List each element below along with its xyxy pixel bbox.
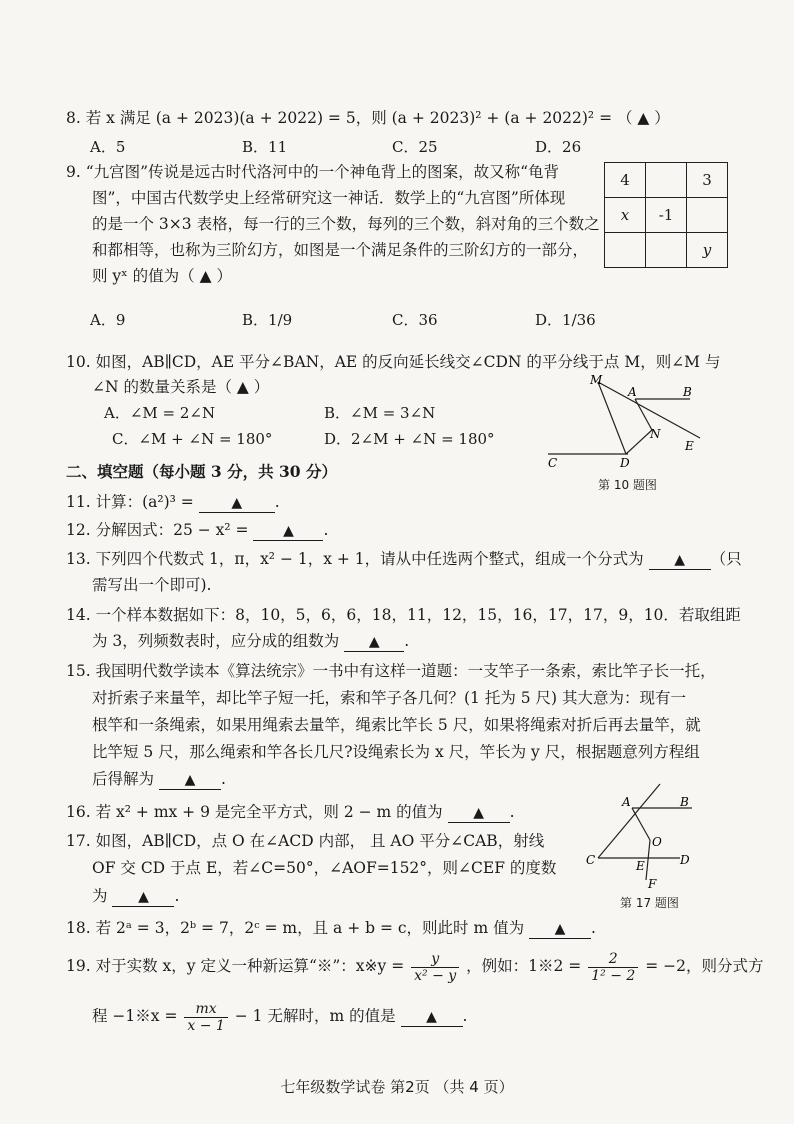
- q10-option-b: B．∠M = 3∠N: [324, 404, 436, 422]
- q11: [66, 492, 280, 513]
- q14-text-2: 为 3，列频数表时，应分成的组数为: [92, 632, 340, 650]
- q13-line-2: 需写出一个即可).: [92, 576, 212, 594]
- q9-option-a: A．9: [90, 311, 126, 329]
- q10-line-md: [598, 382, 626, 454]
- fraction-numerator: y: [411, 951, 459, 968]
- q13-line-1: [66, 549, 742, 570]
- q12-end: .: [323, 521, 329, 539]
- q9-text-1: “九宫图”传说是远古时代洛河中的一个神龟背上的图案，故又称“龟背: [85, 163, 560, 181]
- q8-stem: [66, 108, 670, 128]
- q14-number: 14.: [66, 606, 91, 624]
- q17-label-b: B: [680, 795, 689, 809]
- q10-line-2: ∠N 的数量关系是（ ▲ ）: [92, 378, 270, 396]
- q12-answer-blank[interactable]: ▲: [253, 522, 323, 541]
- q19-fraction-3: [184, 1001, 227, 1034]
- q17-caption: 第 17 题图: [620, 896, 679, 910]
- grid-cell: [687, 198, 728, 233]
- q10-label-b: B: [683, 385, 692, 399]
- q16-end: .: [509, 803, 515, 821]
- q16: [66, 802, 515, 823]
- q10-figure: [540, 372, 710, 472]
- q9-number: 9.: [66, 163, 81, 181]
- q14-end: .: [404, 632, 410, 650]
- q16-answer-blank[interactable]: ▲: [448, 804, 510, 823]
- q14-line-2: [92, 631, 409, 652]
- q10-caption: 第 10 题图: [598, 478, 657, 492]
- q8-options: [90, 137, 610, 157]
- q19-text-3: = −2，则分式方: [645, 957, 764, 975]
- q10-label-d: D: [620, 456, 630, 470]
- q17-text-1: 如图，AB∥CD，点 O 在∠ACD 内部， 且 AO 平分∠CAB，射线: [95, 832, 545, 850]
- q15-answer-blank[interactable]: ▲: [159, 771, 221, 790]
- grid-cell: [646, 163, 687, 198]
- q10-options: [104, 403, 544, 453]
- q19-fraction-1: [411, 951, 459, 984]
- q17-line-1: [66, 831, 544, 851]
- q10-text-1: 如图，AB∥CD，AE 平分∠BAN，AE 的反向延长线交∠CDN 的平分线于点 M，则∠M 与: [95, 353, 721, 371]
- q12: [66, 520, 328, 541]
- q12-number: 12.: [66, 521, 91, 539]
- q10-label-e: E: [685, 439, 694, 453]
- q10-line-1: [66, 352, 720, 372]
- q19-number: 19.: [66, 957, 91, 975]
- q17-number: 17.: [66, 832, 91, 850]
- q14-text: 一个样本数据如下：8，10，5，6，6，18，11，12，15，16，17，17，9，10．若取组距: [95, 606, 741, 624]
- grid-cell: [605, 233, 646, 268]
- q17-line-3: [92, 886, 179, 907]
- q15-text-1: 我国明代数学读本《算法统宗》一书中有这样一道题：一支竿子一条索，索比竿子长一托，: [95, 662, 716, 680]
- fraction-denominator: 1² − 2: [591, 967, 636, 984]
- q19-line-2: [92, 996, 467, 1036]
- q10-option-d: D．2∠M + ∠N = 180°: [324, 430, 495, 448]
- q17-label-a: A: [622, 795, 631, 809]
- q19-text-2: ，例如：1※2 =: [466, 957, 582, 975]
- q11-text: 计算：(a²)³ =: [95, 493, 194, 511]
- q10-label-m: M: [590, 373, 603, 387]
- q9-options: [90, 310, 610, 330]
- grid-cell: [646, 233, 687, 268]
- q19-answer-blank[interactable]: ▲: [401, 1008, 463, 1027]
- q12-text: 分解因式：25 − x² =: [95, 521, 249, 539]
- q9-line-2: 图”，中国古代数学史上经常研究这一神话．数学上的“九宫图”所体现: [92, 189, 566, 207]
- q13-answer-blank[interactable]: ▲: [649, 551, 711, 570]
- q15-number: 15.: [66, 662, 91, 680]
- q10-label-a: A: [628, 385, 637, 399]
- q17-label-c: C: [586, 853, 596, 867]
- q11-number: 11.: [66, 493, 91, 511]
- q17-label-o: O: [652, 835, 662, 849]
- q8-option-d: D．26: [535, 138, 582, 156]
- q15-text-5: 后得解为: [92, 770, 155, 788]
- q17-label-d: D: [680, 853, 690, 867]
- fraction-denominator: x − 1: [187, 1017, 225, 1034]
- q19-text-1: 对于实数 x，y 定义一种新运算“※”：x※y =: [95, 957, 405, 975]
- q17-line-ao: [632, 808, 650, 840]
- q8-number: 8.: [66, 109, 81, 127]
- q16-text: 若 x² + mx + 9 是完全平方式，则 2 − m 的值为: [95, 803, 443, 821]
- grid-cell: y: [687, 233, 728, 268]
- grid-cell: 3: [687, 163, 728, 198]
- q10-line-nd: [626, 430, 652, 454]
- q15-line-1: [66, 661, 716, 681]
- q15-end: .: [220, 770, 226, 788]
- q17-line-of: [646, 840, 650, 880]
- fraction-numerator: mx: [184, 1001, 227, 1018]
- q18-text: 若 2ᵃ = 3，2ᵇ = 7，2ᶜ = m，且 a + b = c，则此时 m 值为: [95, 919, 525, 937]
- q13-end: （只: [710, 550, 742, 568]
- q13-text: 下列四个代数式 1，π，x² − 1，x + 1，请从中任选两个整式，组成一个分式为: [95, 550, 644, 568]
- q9-option-d: D．1/36: [535, 311, 596, 329]
- magic-square-grid: [604, 162, 728, 268]
- q8-option-a: A．5: [90, 138, 126, 156]
- q10-label-n: N: [650, 427, 661, 441]
- q14-answer-blank[interactable]: ▲: [344, 633, 404, 652]
- fraction-denominator: x² − y: [414, 967, 457, 984]
- q9-line-1: [66, 162, 559, 182]
- q17-label-f: F: [648, 877, 657, 891]
- q9-line-5: 则 yˣ 的值为（ ▲ ）: [92, 267, 232, 285]
- grid-cell: x: [605, 198, 646, 233]
- q11-end: .: [274, 493, 280, 511]
- q18-end: .: [591, 919, 596, 937]
- q10-label-c: C: [548, 456, 558, 470]
- section-fill-in-title: 二、填空题（每小题 3 分，共 30 分）: [66, 462, 337, 481]
- q9-option-b: B．1/9: [242, 311, 293, 329]
- q19-text-5: − 1 无解时，m 的值是: [234, 1007, 396, 1025]
- q18-number: 18.: [66, 919, 91, 937]
- q9-option-c: C．36: [392, 311, 438, 329]
- q19-text-4: 程 −1※x =: [92, 1007, 178, 1025]
- q11-answer-blank[interactable]: ▲: [199, 494, 275, 513]
- q10-line-an: [635, 399, 652, 430]
- q9-line-4: 和都相等，也称为三阶幻方，如图是一个满足条件的三阶幻方的一部分，: [92, 241, 589, 259]
- q15-line-4: 比竿短 5 尺，那么绳索和竿各长几尺?设绳索长为 x 尺，竿长为 y 尺，根据题意列方程组: [92, 743, 700, 761]
- fraction-numerator: 2: [588, 951, 638, 968]
- q19-end: .: [462, 1007, 468, 1025]
- q15-line-2: 对折索子来量竿，却比竿子短一托，索和竿子各几何？(1 托为 5 尺) 其大意为：现有一: [92, 689, 687, 707]
- q18-answer-blank[interactable]: ▲: [529, 920, 591, 939]
- q8-option-b: B．11: [242, 138, 288, 156]
- q17-figure: [580, 780, 710, 892]
- grid-cell: -1: [646, 198, 687, 233]
- q10-number: 10.: [66, 353, 91, 371]
- q10-option-a: A．∠M = 2∠N: [104, 404, 216, 422]
- q17-label-e: E: [636, 859, 645, 873]
- q8-option-c: C．25: [392, 138, 438, 156]
- q14-line-1: [66, 605, 741, 625]
- q17-end: .: [174, 887, 180, 905]
- grid-cell: 4: [605, 163, 646, 198]
- q17-text-3: 为: [92, 887, 108, 905]
- q17-answer-blank[interactable]: ▲: [112, 888, 174, 907]
- q10-option-c: C．∠M + ∠N = 180°: [112, 430, 273, 448]
- q13-number: 13.: [66, 550, 91, 568]
- q18: [66, 918, 596, 939]
- q19-fraction-2: [588, 951, 638, 984]
- q9-line-3: 的是一个 3×3 表格，每一行的三个数，每列的三个数，斜对角的三个数之: [92, 215, 600, 233]
- q19-line-1: [66, 946, 763, 986]
- q8-text: 若 x 满足 (a + 2023)(a + 2022) = 5，则 (a + 2023)² + (a + 2022)² = （ ▲ ）: [85, 109, 670, 127]
- q16-number: 16.: [66, 803, 91, 821]
- page-footer: 七年级数学试卷 第2页 （共 4 页）: [280, 1078, 514, 1096]
- q17-line-2: OF 交 CD 于点 E，若∠C=50°，∠AOF=152°，则∠CEF 的度数: [92, 859, 557, 877]
- q15-line-3: 根竿和一条绳索，如果用绳索去量竿，绳索比竿长 5 尺，如果将绳索对折后再去量竿，就: [92, 716, 701, 734]
- q15-line-5: [92, 769, 226, 790]
